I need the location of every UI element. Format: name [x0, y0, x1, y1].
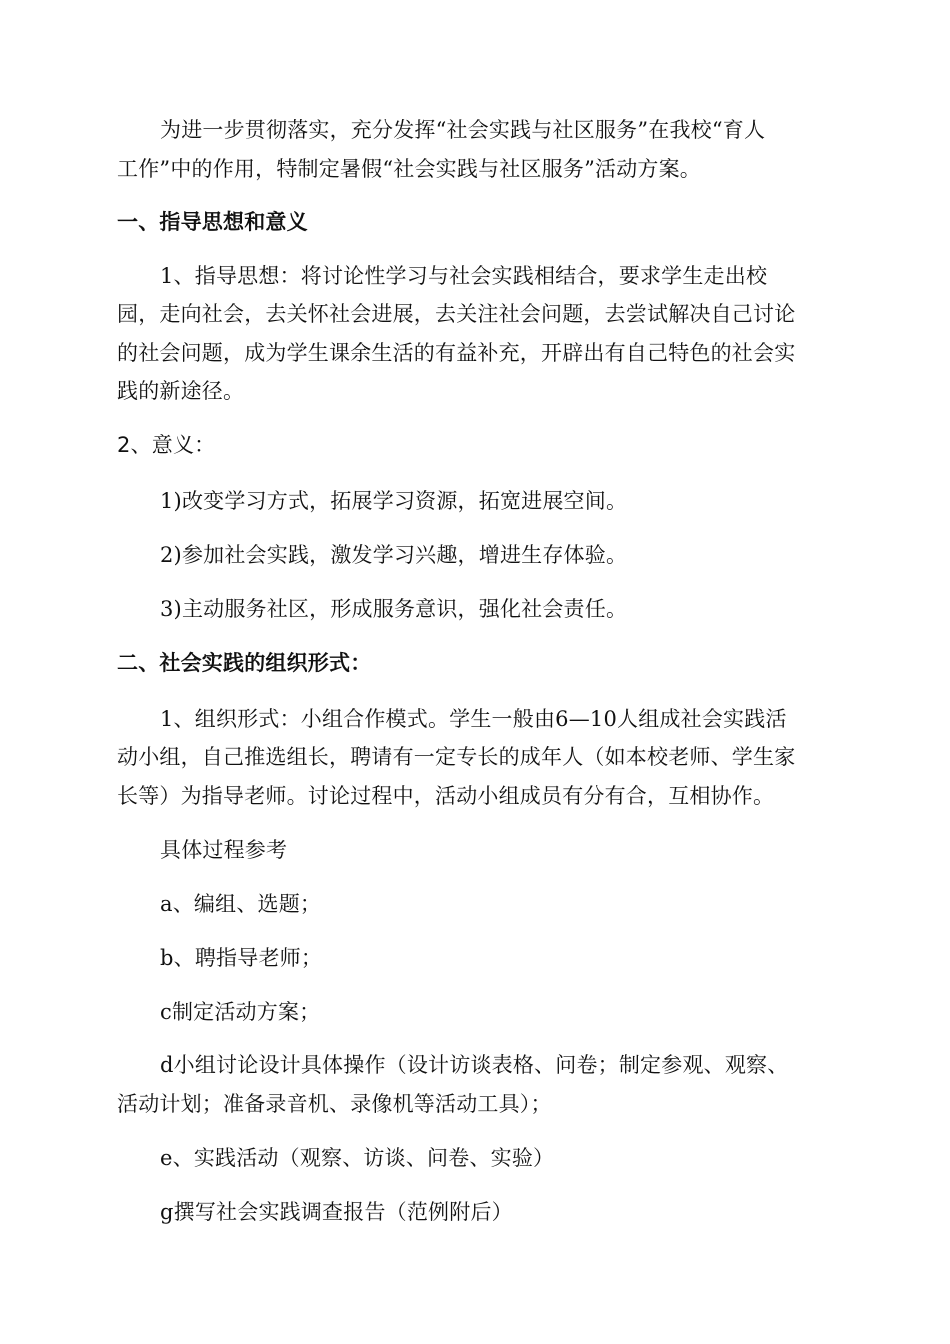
- step-g: g撰写社会实践调查报告（范例附后）: [160, 1200, 513, 1224]
- org-form-paragraph-line-1: 1、组织形式：小组合作模式。学生一般由6—10人组成社会实践活: [160, 707, 787, 731]
- meaning-item-2: 2)参加社会实践，激发学习兴趣，增进生存体验。: [160, 543, 628, 567]
- guiding-paragraph-line-3: 的社会问题，成为学生课余生活的有益补充，开辟出有自己特色的社会实: [117, 341, 796, 365]
- org-form-paragraph-line-2: 动小组，自己推选组长，聘请有一定专长的成年人（如本校老师、学生家: [117, 745, 796, 769]
- meaning-item-3: 3)主动服务社区，形成服务意识，强化社会责任。: [160, 597, 628, 621]
- guiding-paragraph-line-1: 1、指导思想：将讨论性学习与社会实践相结合，要求学生走出校: [160, 264, 768, 288]
- intro-paragraph-line-1: 为进一步贯彻落实，充分发挥“社会实践与社区服务”在我校“育人: [160, 118, 766, 142]
- meaning-heading: 2、意义：: [117, 433, 216, 457]
- step-e: e、实践活动（观察、访谈、问卷、实验）: [160, 1146, 555, 1170]
- process-heading: 具体过程参考: [160, 838, 288, 862]
- section-1-heading: 一、指导思想和意义: [117, 210, 308, 234]
- intro-paragraph-line-2: 工作”中的作用，特制定暑假“社会实践与社区服务”活动方案。: [117, 157, 702, 181]
- step-b: b、聘指导老师；: [160, 946, 323, 970]
- meaning-item-1: 1)改变学习方式，拓展学习资源，拓宽进展空间。: [160, 489, 628, 513]
- step-c: c制定活动方案；: [160, 1000, 321, 1024]
- guiding-paragraph-line-2: 园，走向社会，去关怀社会进展，去关注社会问题，去尝试解决自己讨论: [117, 302, 796, 326]
- guiding-paragraph-line-4: 践的新途径。: [117, 379, 245, 403]
- step-d-line-2: 活动计划；准备录音机、录像机等活动工具）；: [117, 1092, 552, 1116]
- step-d-line-1: d小组讨论设计具体操作（设计访谈表格、问卷；制定参观、观察、: [160, 1053, 789, 1077]
- org-form-paragraph-line-3: 长等）为指导老师。讨论过程中，活动小组成员有分有合，互相协作。: [117, 784, 775, 808]
- step-a: a、编组、选题；: [160, 892, 322, 916]
- section-2-heading: 二、社会实践的组织形式：: [117, 651, 372, 675]
